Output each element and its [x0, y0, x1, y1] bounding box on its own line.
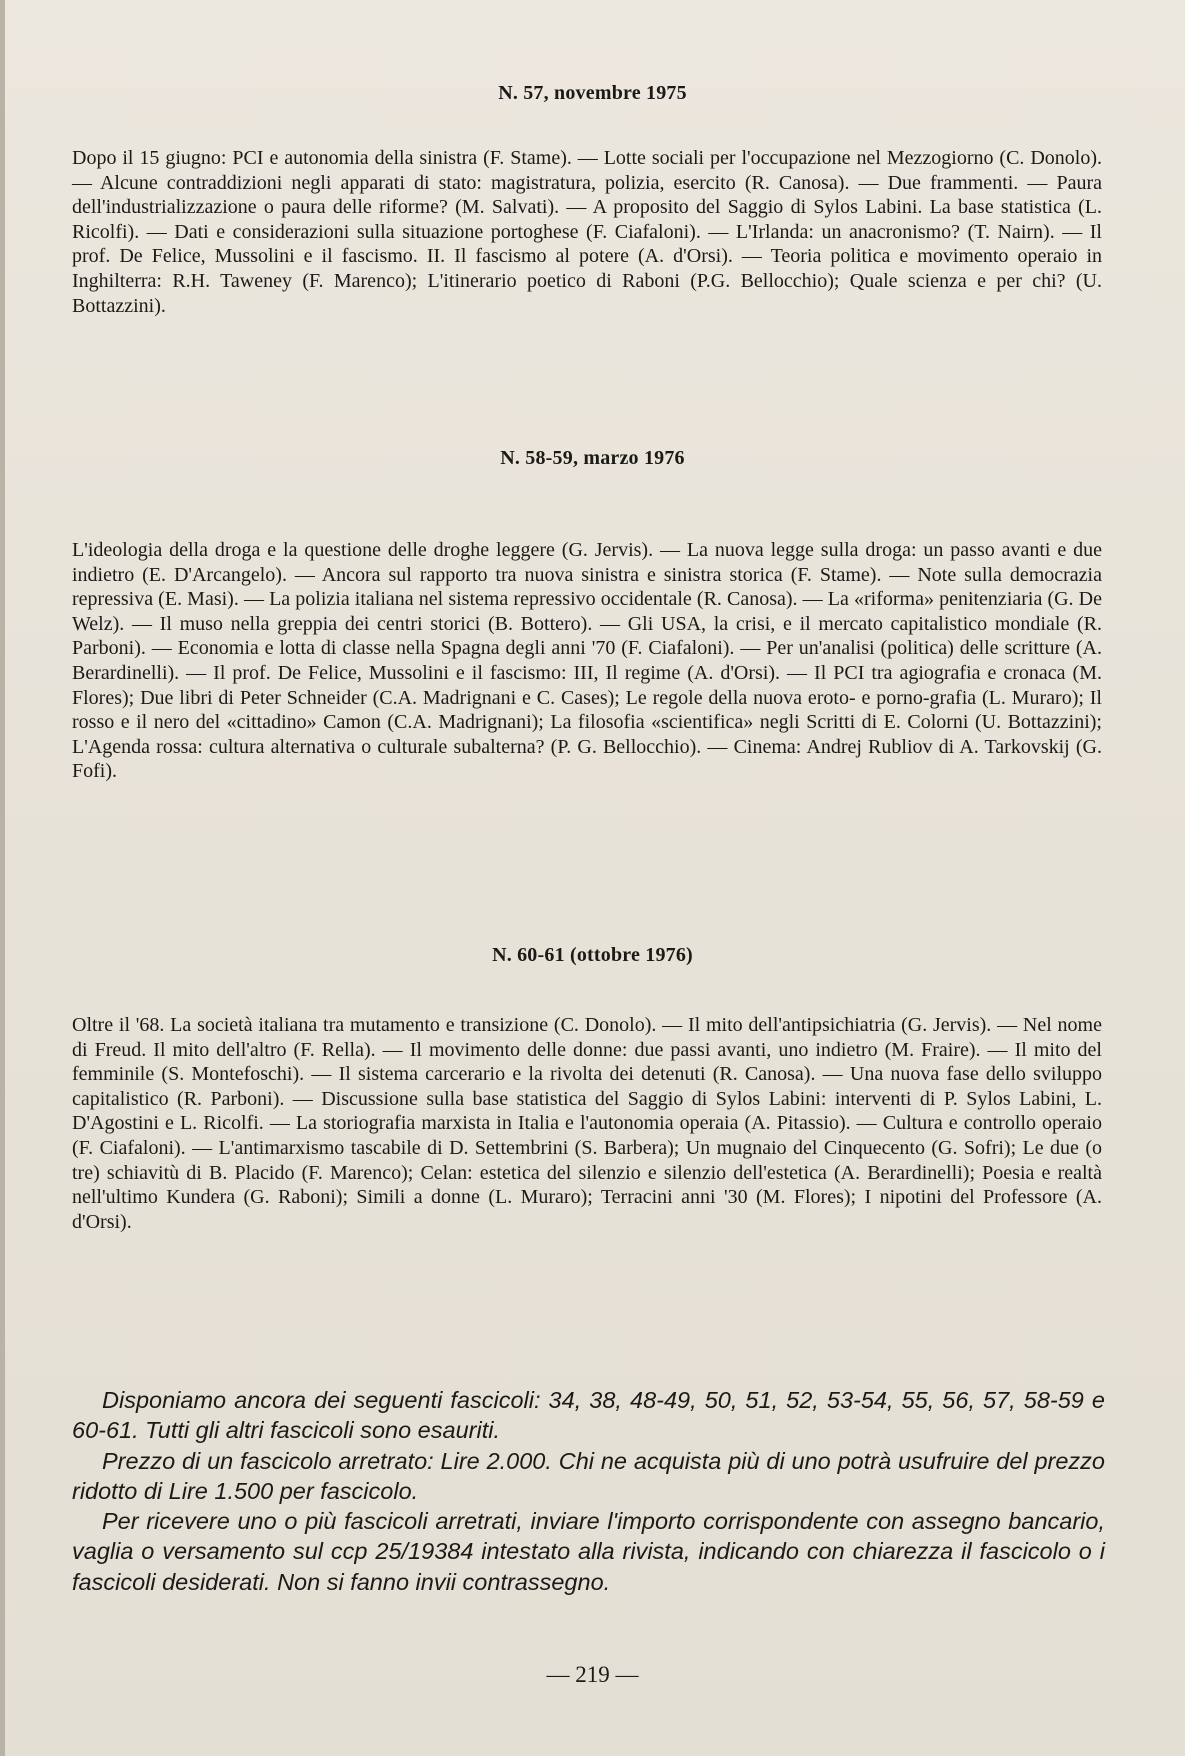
issue-title-57: N. 57, novembre 1975 [498, 82, 687, 104]
availability-notice [72, 1385, 1105, 1597]
issue-contents-57: Dopo il 15 giugno: PCI e autonomia della sinistra (F. Stame). — Lotte sociali per l'occupazione nel Mezzogiorno (C. Donolo). — Alcune contraddizioni negli apparati di stato: magistratura, polizia, esercito (R. Canosa). — Due frammenti. — Paura dell'industrializzazione o paura delle riforme? (M. Salvati). — A proposito del Saggio di Sylos Labini. La base statistica (L. Ricolfi). — Dati e considerazioni sulla situazione portoghese (F. Ciafaloni). — L'Irlanda: un anacronismo? (T. Nairn). — Il prof. De Felice, Mussolini e il fascismo. II. Il fascismo al potere (A. d'Orsi). — Teoria politica e movimento operaio in Inghilterra: R.H. Taweney (F. Marenco); L'itinerario poetico di Raboni (P.G. Bellocchio); Quale scienza e per chi? (U. Bottazzini). [72, 147, 1102, 317]
notice-ordering: Per ricevere uno o più fascicoli arretrati, inviare l'importo corrispondente con assegno bancario, vaglia o versamento sul ccp 25/19384 intestato alla rivista, indicando con chiarezza il fascicolo o i fascicoli desiderati. Non si fanno invii contrassegno. [72, 1508, 1105, 1595]
page-edge [0, 0, 5, 1756]
page-number: — 219 — [546, 1662, 639, 1687]
issue-contents-60-61: Oltre il '68. La società italiana tra mutamento e transizione (C. Donolo). — Il mito dell'antipsichiatria (G. Jervis). — Nel nome di Freud. Il mito dell'altro (F. Rella). — Il movimento delle donne: due passi avanti, uno indietro (M. Fraire). — Il mito del femminile (S. Montefoschi). — Il sistema carcerario e la rivolta dei detenuti (R. Canosa). — Una nuova fase dello sviluppo capitalistico (R. Parboni). — Discussione sulla base statistica del Saggio di Sylos Labini: interventi di P. Sylos Labini, L. D'Agostini e L. Ricolfi. — La storiografia marxista in Italia e l'autonomia operaia (A. Pitassio). — Cultura e controllo operaio (F. Ciafaloni). — L'antimarxismo tascabile di D. Settembrini (S. Barbera); Un mugnaio del Cinquecento (G. Sofri); Le due (o tre) schiavitù di B. Placido (F. Marenco); Celan: estetica del silenzio e silenzio dell'estetica (A. Berardinelli); Poesia e realtà nell'ultimo Kundera (G. Raboni); Simili a donne (L. Muraro); Terracini anni '30 (M. Flores); I nipotini del Professore (A. d'Orsi). [72, 1014, 1102, 1233]
notice-availability: Disponiamo ancora dei seguenti fascicoli: 34, 38, 48-49, 50, 51, 52, 53-54, 55, 56, 57, 58-59 e 60-61. Tutti gli altri fascicoli sono esauriti. [72, 1387, 1105, 1444]
issue-contents-58-59: L'ideologia della droga e la questione delle droghe leggere (G. Jervis). — La nuova legge sulla droga: un passo avanti e due indietro (E. D'Arcangelo). — Ancora sul rapporto tra nuova sinistra e sinistra storica (F. Stame). — Note sulla democrazia repressiva (E. Masi). — La polizia italiana nel sistema repressivo occidentale (R. Canosa). — La «riforma» penitenziaria (G. De Welz). — Il muso nella greppia dei centri storici (B. Bottero). — Gli USA, la crisi, e il mercato capitalistico mondiale (R. Parboni). — Economia e lotta di classe nella Spagna degli anni '70 (F. Ciafaloni). — Per un'analisi (politica) delle scritture (A. Berardinelli). — Il prof. De Felice, Mussolini e il fascismo: III, Il regime (A. d'Orsi). — Il PCI tra agiografia e cronaca (M. Flores); Due libri di Peter Schneider (C.A. Madrignani e C. Cases); Le regole della nuova eroto- e porno-grafia (L. Muraro); Il rosso e il nero del «cittadino» Camon (C.A. Madrignani); La filosofia «scientifica» negli Scritti di E. Colorni (U. Bottazzini); L'Agenda rossa: cultura alternativa o culturale subalterna? (P. G. Bellocchio). — Cinema: Andrej Rubliov di A. Tarkovskij (G. Fofi). [72, 539, 1102, 783]
notice-price: Prezzo di un fascicolo arretrato: Lire 2.000. Chi ne acquista più di uno potrà usufruire del prezzo ridotto di Lire 1.500 per fascicolo. [72, 1447, 1105, 1504]
issue-title-58-59: N. 58-59, marzo 1976 [500, 447, 685, 469]
issue-title-60-61: N. 60-61 (ottobre 1976) [492, 944, 693, 966]
